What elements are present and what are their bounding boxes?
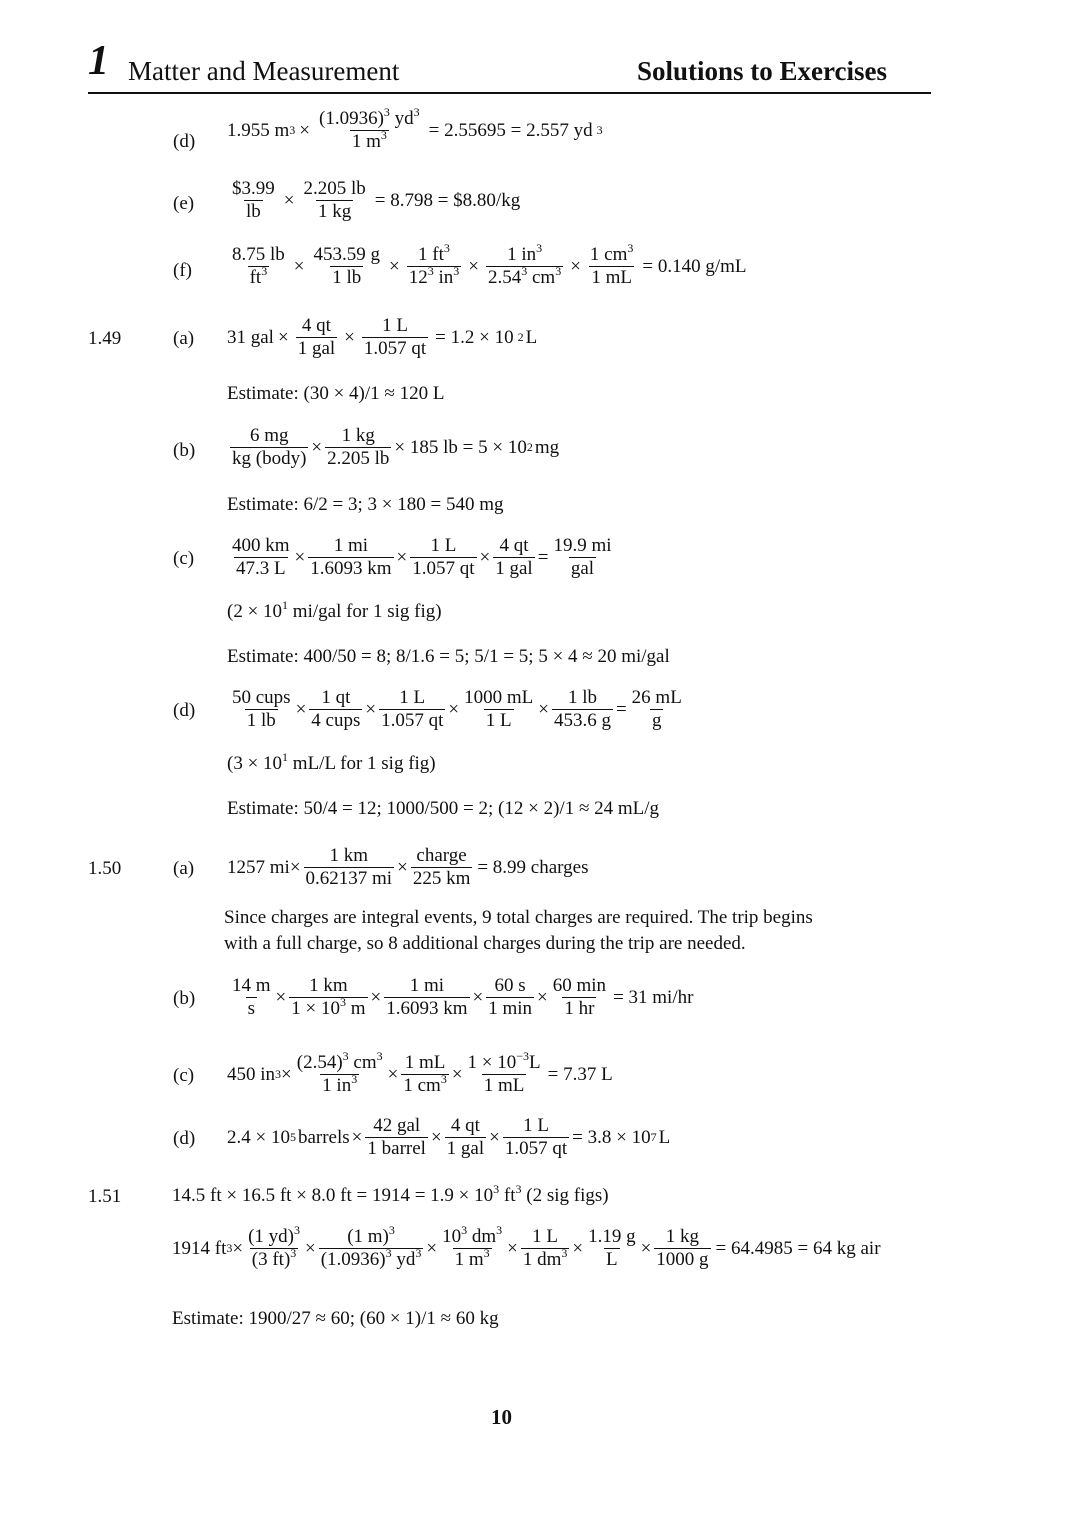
section-title: Solutions to Exercises (637, 56, 888, 86)
equation-prev-e: $\frac{\$3.99}{lb}$ × $\frac{2.205 lb}{1 kg}$ = 8.798 = $8.80/kg (232, 178, 521, 222)
equation-150b: $\frac{14 m}{s}$ × $\frac{1 km}{1 \times 10^3 m}$ × $\frac{1 mi}{1.6093 km}$ × $\frac{60 s}{1 \min}$ × $\frac{60 \min}{1 hr}$ = 31 mi/hr (232, 975, 694, 1019)
estimate-text: Estimate: 400/50 = 8; 8/1.6 = 5; 5/1 = 5; 5 × 4 ≈ 20 mi/gal (227, 646, 670, 667)
equation-prev-d: 1.955 m $^3$ × $\frac{(1.0936)^3 yd^3}{1 m^3}$ = 2.55695 = 2.557 yd $^3$ (227, 104, 603, 152)
volume-line: 14.5 ft × 16.5 ft × 8.0 ft = $1914 = 1.9 \times 10^3$ $ft^3$ (2 sig figs) (172, 1181, 609, 1206)
sig-fig-note: ($3 \times 10^1$ mL/L for 1 sig fig) (227, 749, 436, 774)
explanation-text: with a full charge, so 8 additional charges during the trip are needed. (224, 933, 746, 954)
estimate-text: Estimate: 6/2 = 3; 3 × 180 = 540 mg (227, 494, 504, 515)
part-label: (a) (173, 328, 195, 349)
part-label: (c) (173, 548, 195, 569)
equation-result: = 2.55695 = 2.557 yd (428, 119, 593, 141)
part-label: (c) (173, 1065, 195, 1086)
equation-149a: 31 gal × $\frac{4 qt}{\text{1 gal}}$ × $\frac{1 L}{1.057 qt}$ = 1.2 × 10 $^2$ L (227, 315, 538, 359)
equation-149d: $\frac{\text{50 cups}}{1 lb}$ × $\frac{1 qt}{\text{4 cups}}$ × $\frac{1 L}{1.057 qt}$ × $\frac{1000 mL}{1 L}$ × $\frac{1 lb}{453.6 g}$ = $\frac{26 mL}{g}$ (232, 687, 682, 731)
equation-150c: 450 in $^3$ × $\frac{(2.54)^3 cm^3}{1 in^3}$ × $\frac{1 mL}{1 cm^3}$ × $\frac{1 \times 10^{-3}L}{1 mL}$ = 7.37 L (227, 1048, 613, 1096)
problem-number: 1.50 (88, 858, 122, 879)
equation-150d: 2.4 × 10 $^5$ barrels × $\frac{\text{42 gal}}{\text{1 barrel}}$ × $\frac{4 qt}{\text{1 gal}}$ × $\frac{1 L}{1.057 qt}$ = 3.8 × 10 $^7$ L (227, 1115, 671, 1159)
explanation-text: Since charges are integral events, 9 total charges are required. The trip begins (224, 907, 813, 928)
page-number: 10 (491, 1405, 512, 1429)
equation-term: 1.955 m (227, 119, 290, 141)
equation-151: 1914 ft $^3$ × $\frac{(1 yd)^3}{(3 ft)^3}$ × $\frac{(1 m)^3}{(1.0936)^3 yd^3}$ × $\frac{10^3 dm^3}{1 m^3}$ × $\frac{1 L}{1 dm^3}$ × $\frac{1.19 g}{L}$ × $\frac{1 kg}{1000 g}$ = 64.4985 = 64 kg air (172, 1222, 881, 1270)
equation-150a: 1257 mi × $\frac{1 km}{0.62137 mi}$ × $\frac{\text{charge}}{225 km}$ = 8.99 charges (227, 845, 589, 889)
problem-number: 1.49 (88, 328, 122, 349)
equation-prev-f: $\frac{8.75 lb}{ft^3}$ × $\frac{453.59 g}{1 lb}$ × $\frac{1 ft^3}{12^3 in^3}$ × $\frac{1 in^3}{2.54^3 cm^3}$ × $\frac{1 cm^3}{1 mL}$ = 0.140 g/mL (232, 240, 747, 288)
part-label: (e) (173, 193, 195, 214)
equation-result: = 0.140 g/mL (642, 255, 747, 277)
sig-fig-note: ($2 \times 10^1$ mi/gal for 1 sig fig) (227, 597, 442, 622)
part-label: (b) (173, 988, 196, 1009)
chapter-title: Matter and Measurement (128, 56, 400, 86)
part-label: (d) (173, 700, 196, 721)
equation-149c: $\frac{400 km}{47.3 L}$ × $\frac{1 mi}{1.6093 km}$ × $\frac{1 L}{1.057 qt}$ × $\frac{4 qt}{\text{1 gal}}$ = $\frac{19.9 mi}{\text{gal}}$ (232, 535, 612, 579)
part-label: (d) (173, 1128, 196, 1149)
equation-result: = 8.798 = $8.80/kg (374, 189, 521, 211)
chapter-number: 1 (88, 38, 109, 84)
header-rule (88, 92, 931, 94)
part-label: (f) (173, 260, 192, 281)
part-label: (a) (173, 858, 195, 879)
estimate-text: Estimate: (30 × 4)/1 ≈ 120 L (227, 383, 445, 404)
problem-number: 1.51 (88, 1186, 122, 1207)
part-label: (d) (173, 131, 196, 152)
fraction: $\frac{(1.0936)^3 yd^3}{1 m^3}$ (319, 104, 420, 152)
estimate-text: Estimate: 1900/27 ≈ 60; (60 × 1)/1 ≈ 60 kg (172, 1308, 499, 1329)
estimate-text: Estimate: 50/4 = 12; 1000/500 = 2; (12 × 2)/1 ≈ 24 mL/g (227, 798, 660, 819)
equation-149b: $\frac{6 mg}{\text{kg (body)}}$ × $\frac{1 kg}{2.205 lb}$ × 185 lb = 5 × 10 $^2$ mg (232, 425, 560, 469)
part-label: (b) (173, 440, 196, 461)
